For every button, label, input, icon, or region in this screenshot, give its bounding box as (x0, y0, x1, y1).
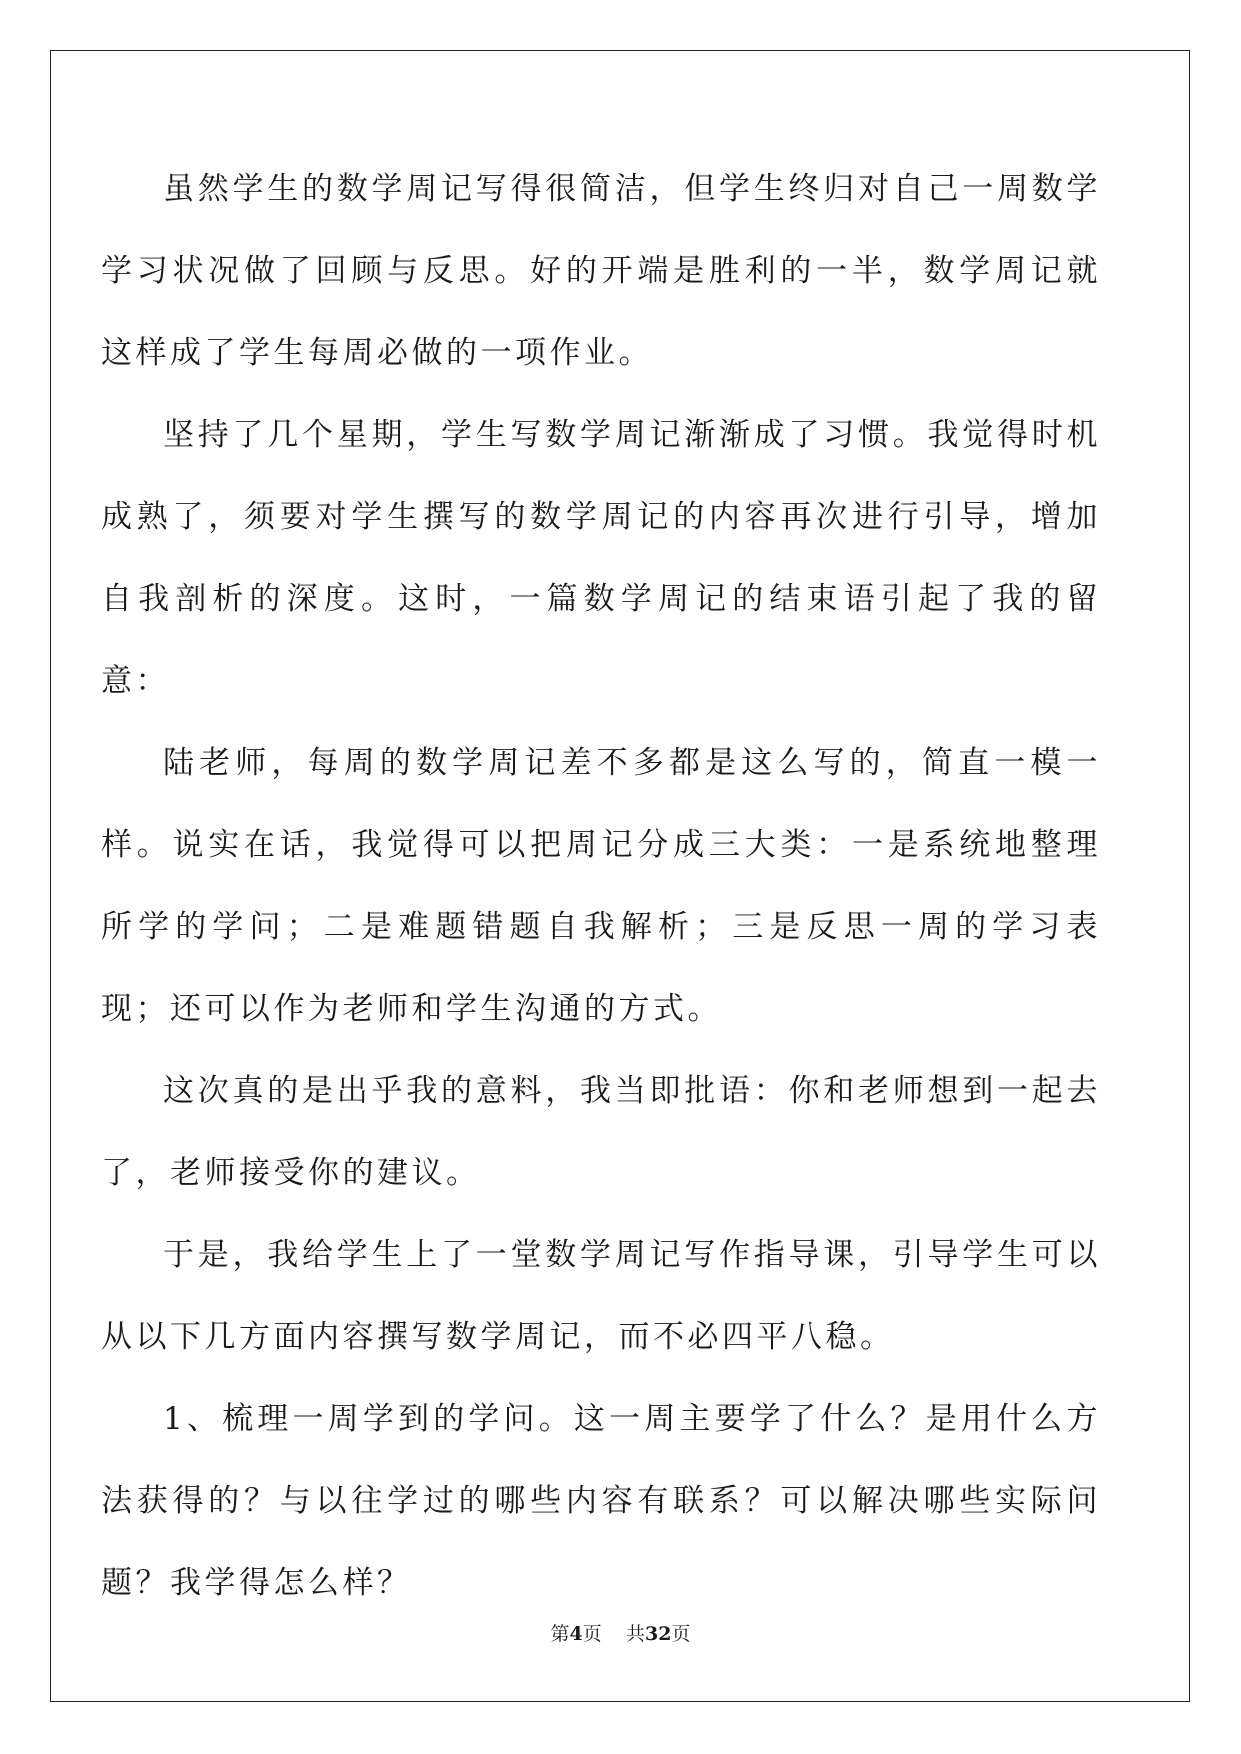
footer-prefix: 第 (550, 1623, 570, 1645)
current-page-number: 4 (569, 1623, 583, 1645)
paragraph: 虽然学生的数学周记写得很简洁，但学生终归对自己一周数学学习状况做了回顾与反思。好的开端是胜利的一半，数学周记就这样成了学生每周必做的一项作业。 (101, 171, 1101, 371)
page-footer (0, 1622, 1241, 1646)
document-body (101, 148, 1101, 1624)
paragraph: 陆老师，每周的数学周记差不多都是这么写的，简直一模一样。说实在话，我觉得可以把周记分成三大类：一是系统地整理所学的学问；二是难题错题自我解析；三是反思一周的学习表现；还可以作为老师和学生沟通的方式。 (101, 745, 1101, 1027)
footer-total-prefix: 共 (625, 1623, 645, 1645)
paragraph: 1、梳理一周学到的学问。这一周主要学了什么？是用什么方法获得的？与以往学过的哪些内容有联系？可以解决哪些实际问题？我学得怎么样？ (101, 1401, 1101, 1601)
footer-total-suffix: 页 (671, 1623, 691, 1645)
paragraph: 坚持了几个星期，学生写数学周记渐渐成了习惯。我觉得时机成熟了，须要对学生撰写的数学周记的内容再次进行引导，增加自我剖析的深度。这时，一篇数学周记的结束语引起了我的留意： (101, 417, 1101, 699)
footer-page-suffix: 页 (582, 1623, 602, 1645)
paragraph: 这次真的是出乎我的意料，我当即批语：你和老师想到一起去了，老师接受你的建议。 (101, 1073, 1101, 1191)
paragraph: 于是，我给学生上了一堂数学周记写作指导课，引导学生可以从以下几方面内容撰写数学周记，而不必四平八稳。 (101, 1237, 1101, 1355)
total-pages-number: 32 (644, 1623, 672, 1645)
